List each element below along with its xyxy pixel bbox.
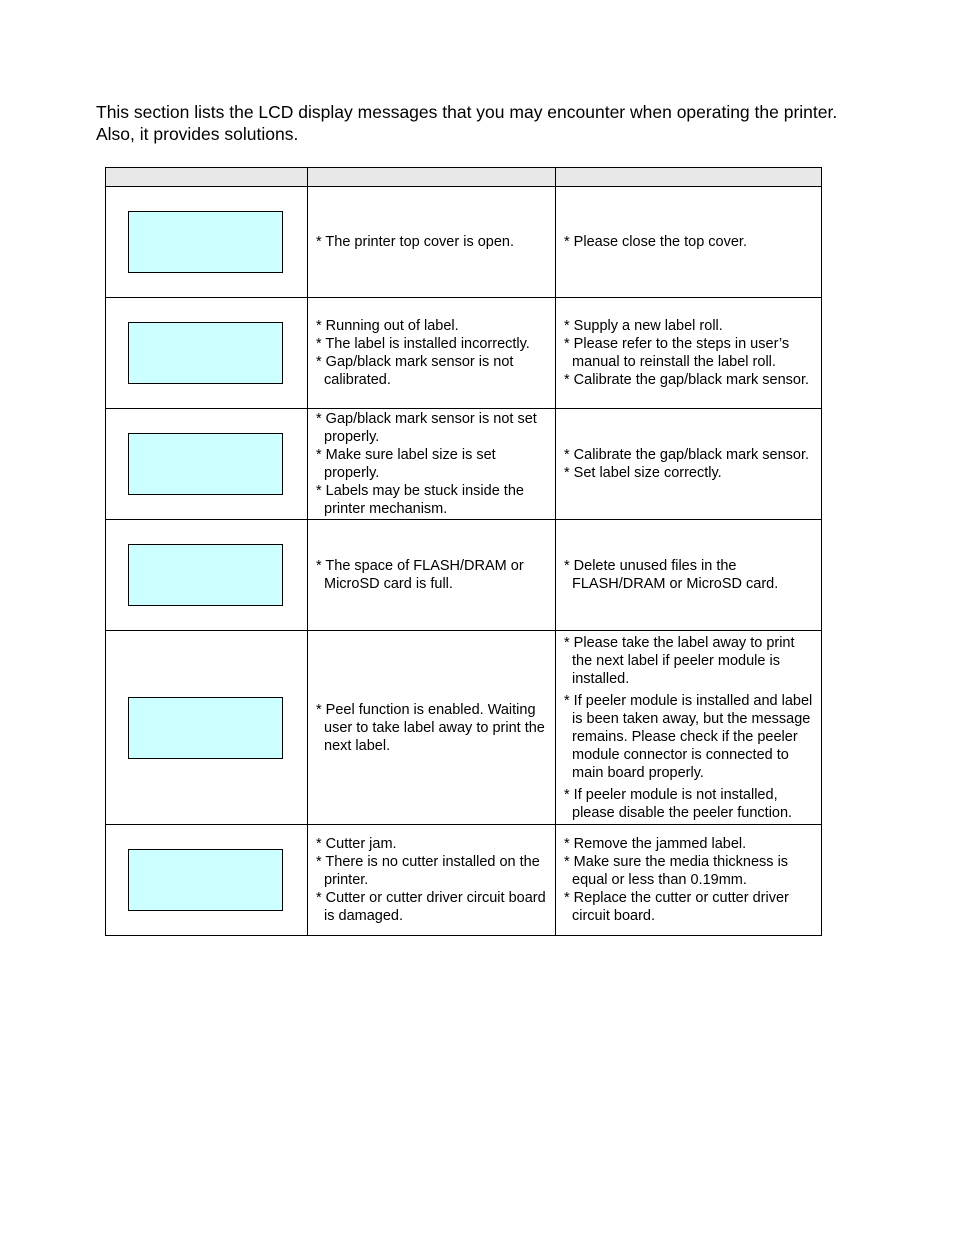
solution-cell xyxy=(556,298,822,409)
solution-item: * Supply a new label roll. xyxy=(564,318,723,334)
table-row xyxy=(106,409,822,520)
solution-item: * Please take the label away to print the next label if peeler module is installed. xyxy=(564,634,795,687)
cause-cell xyxy=(308,298,556,409)
cause-item: * Gap/black mark sensor is not set properly. xyxy=(316,411,537,445)
cause-cell xyxy=(308,520,556,631)
cause-cell xyxy=(308,187,556,298)
solution-cell xyxy=(556,187,822,298)
lcd-cell xyxy=(106,631,308,825)
lcd-display-image xyxy=(128,849,283,911)
lcd-cell xyxy=(106,825,308,936)
cause-item: * The space of FLASH/DRAM or MicroSD card is full. xyxy=(316,558,524,592)
solution-cell xyxy=(556,631,822,825)
intro-line-2: Also, it provides solutions. xyxy=(96,124,299,144)
solution-item: * Calibrate the gap/black mark sensor. xyxy=(564,372,810,388)
cause-cell xyxy=(308,409,556,520)
header-cell-message xyxy=(106,168,308,187)
solution-item: * Please close the top cover. xyxy=(564,234,747,250)
table-header-row xyxy=(106,168,822,187)
solution-item: * Calibrate the gap/black mark sensor. xyxy=(564,447,810,463)
solution-item: * Remove the jammed label. xyxy=(564,836,747,852)
lcd-cell xyxy=(106,298,308,409)
intro-paragraph xyxy=(96,101,916,145)
lcd-display-image xyxy=(128,544,283,606)
cause-item: * Make sure label size is set properly. xyxy=(316,447,496,481)
lcd-display-image xyxy=(128,211,283,273)
header-cell-solution xyxy=(556,168,822,187)
cause-item: * There is no cutter installed on the printer. xyxy=(316,854,540,888)
cause-cell xyxy=(308,825,556,936)
solution-cell xyxy=(556,520,822,631)
solution-item: * Please refer to the steps in user’s manual to reinstall the label roll. xyxy=(564,336,790,370)
cause-item: * Gap/black mark sensor is not calibrated. xyxy=(316,354,514,388)
lcd-cell xyxy=(106,187,308,298)
cause-cell xyxy=(308,631,556,825)
cause-item: * Labels may be stuck inside the printer mechanism. xyxy=(316,483,524,517)
solution-item: * Make sure the media thickness is equal or less than 0.19mm. xyxy=(564,854,789,888)
cause-item: * Running out of label. xyxy=(316,318,459,334)
solution-item: * Replace the cutter or cutter driver circuit board. xyxy=(564,890,789,924)
lcd-display-image xyxy=(128,697,283,759)
lcd-display-image xyxy=(128,322,283,384)
table-row xyxy=(106,520,822,631)
solution-cell xyxy=(556,825,822,936)
intro-line-1: This section lists the LCD display messages that you may encounter when operating the printer. xyxy=(96,102,838,122)
cause-item: * The label is installed incorrectly. xyxy=(316,336,530,352)
cause-item: * The printer top cover is open. xyxy=(316,234,515,250)
lcd-display-image xyxy=(128,433,283,495)
lcd-messages-table xyxy=(105,167,822,936)
solution-item: * Set label size correctly. xyxy=(564,465,722,481)
lcd-cell xyxy=(106,520,308,631)
cause-item: * Cutter jam. xyxy=(316,836,397,852)
solution-cell xyxy=(556,409,822,520)
solution-item: * Delete unused files in the FLASH/DRAM or MicroSD card. xyxy=(564,558,779,592)
solution-item: * If peeler module is installed and label is been taken away, but the message remains. Please check if the peeler module connector is connected to main board properly. xyxy=(564,692,813,781)
lcd-cell xyxy=(106,409,308,520)
cause-item: * Cutter or cutter driver circuit board is damaged. xyxy=(316,890,546,924)
table-row xyxy=(106,825,822,936)
header-cell-cause xyxy=(308,168,556,187)
table-row xyxy=(106,298,822,409)
solution-item: * If peeler module is not installed, please disable the peeler function. xyxy=(564,786,793,821)
cause-item: * Peel function is enabled. Waiting user to take label away to print the next label. xyxy=(316,701,545,754)
table-row xyxy=(106,187,822,298)
table-row xyxy=(106,631,822,825)
